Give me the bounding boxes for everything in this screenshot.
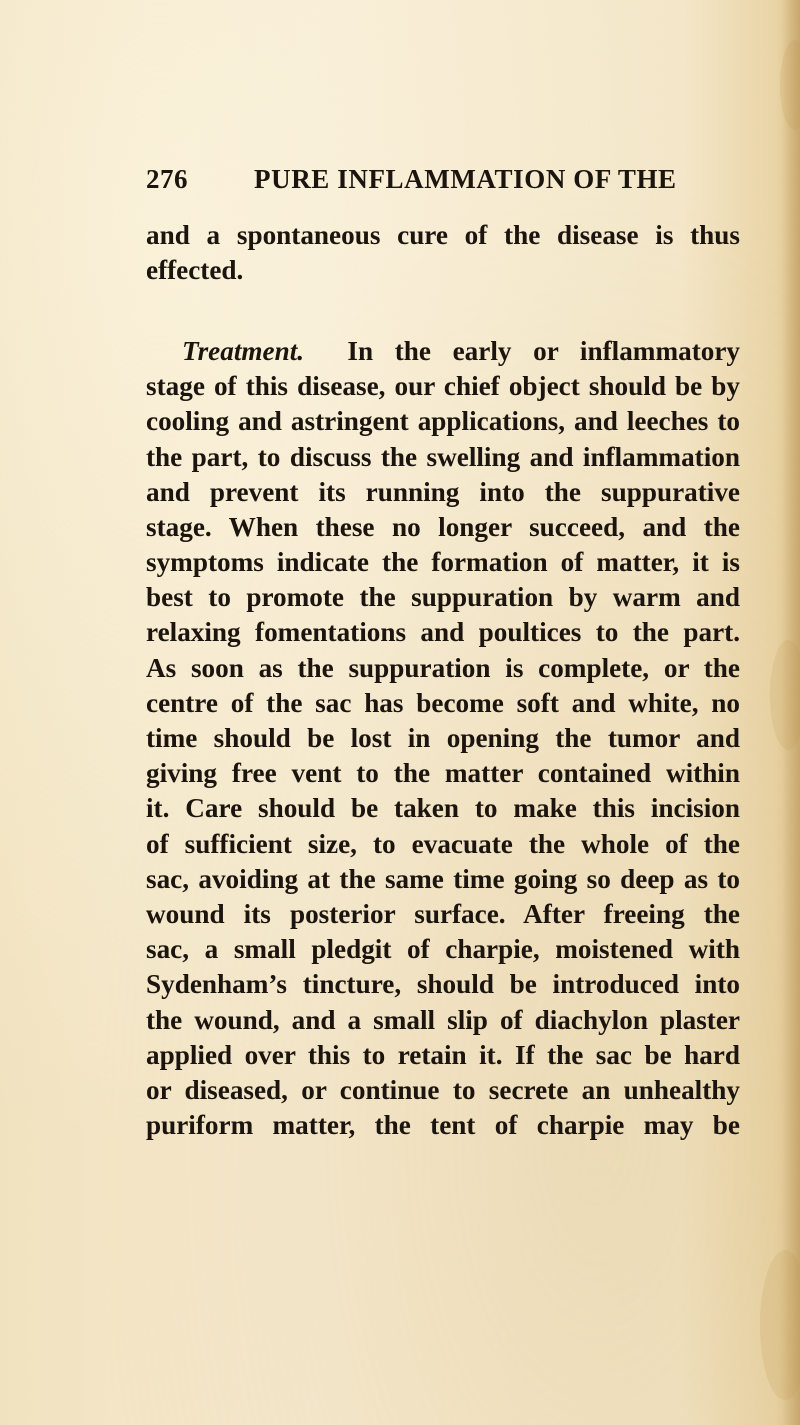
text-line: it. Care should be taken to make this incision: [146, 793, 740, 824]
text-line: sac, a small pledgit of charpie, moistened with: [146, 934, 740, 965]
text-line: relaxing fomentations and poultices to the part.: [146, 617, 740, 648]
text-line: puriform matter, the tent of charpie may be: [146, 1110, 740, 1141]
text-line: the wound, and a small slip of diachylon plaster: [146, 1004, 740, 1035]
paper-stain: [760, 1250, 800, 1400]
text-line: symptoms indicate the formation of matter, it is: [146, 547, 740, 578]
paragraph-gap: [146, 288, 740, 334]
text-line: and a spontaneous cure of the disease is thus: [146, 220, 740, 250]
text-line: cooling and astringent applications, and leeches to: [146, 406, 740, 437]
text-line: effected.: [146, 255, 244, 286]
text-line: best to promote the suppuration by warm and: [146, 582, 740, 613]
paper-stain: [770, 640, 800, 750]
text-line: applied over this to retain it. If the sac be hard: [146, 1039, 740, 1070]
text-line: Sydenham’s tincture, should be introduced into: [146, 969, 740, 1000]
paragraph-first-line: [146, 334, 740, 369]
text-line: and prevent its running into the suppurative: [146, 476, 740, 507]
text-line: or diseased, or continue to secrete an unhealthy: [146, 1074, 740, 1105]
treatment-heading: Treatment.: [182, 335, 305, 366]
text-line: time should be lost in opening the tumor and: [146, 723, 740, 754]
text-line: stage of this disease, our chief object should be by: [146, 371, 740, 402]
text-line: giving free vent to the matter contained within: [146, 758, 740, 789]
text-line: of sufficient size, to evacuate the whole of the: [146, 828, 740, 859]
text-line: wound its posterior surface. After freeing the: [146, 898, 740, 929]
text-line: centre of the sac has become soft and white, no: [146, 687, 740, 718]
page-header: [146, 164, 677, 204]
text-line: As soon as the suppuration is complete, or the: [146, 652, 740, 683]
text-segment: In the early or inflammatory: [347, 335, 741, 366]
page-body: [146, 218, 740, 1143]
text-line: stage. When these no longer succeed, and the: [146, 511, 740, 542]
running-head: PURE INFLAMMATION OF THE: [254, 164, 677, 194]
text-line: sac, avoiding at the same time going so deep as to: [146, 863, 740, 894]
page-number: 276: [146, 164, 188, 194]
text-line: the part, to discuss the swelling and inflammation: [146, 441, 740, 472]
